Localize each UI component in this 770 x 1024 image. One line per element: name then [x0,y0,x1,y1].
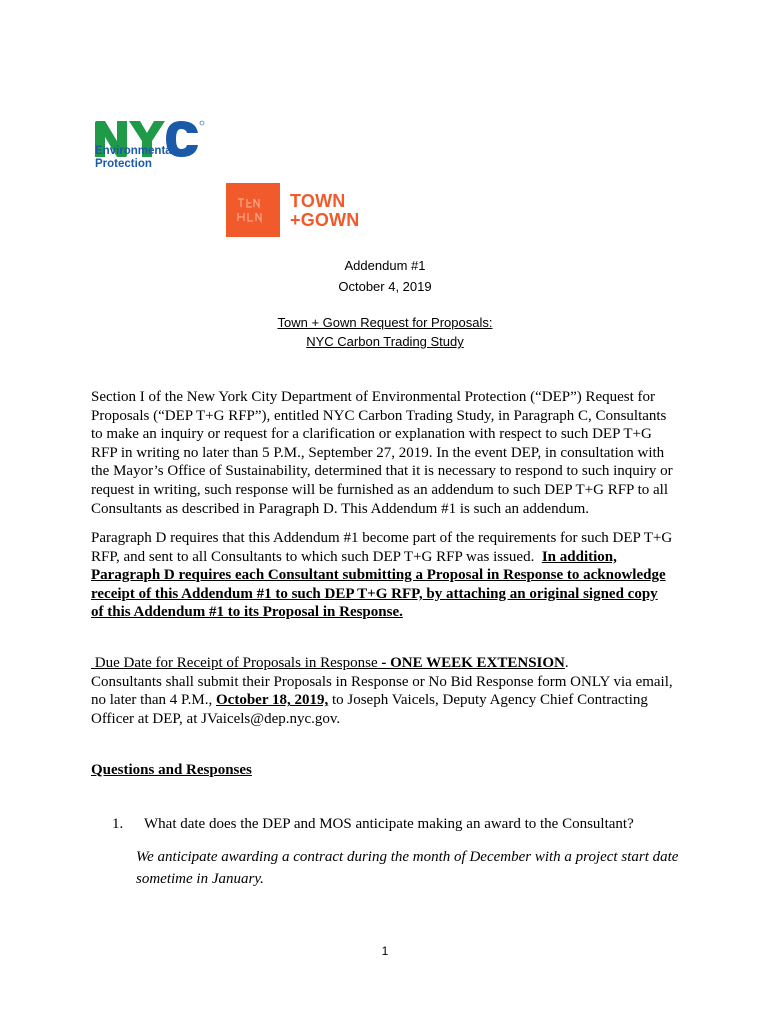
paragraph-d-line2-plain: RFP, and sent to all Consultants to which such DEP T+G RFP was issued. [91,548,542,565]
town-gown-logo-line2: +GOWN [290,210,360,230]
paragraph-d-line2 [91,548,691,567]
due-date-heading [91,654,691,673]
rfp-subtitle [0,334,770,349]
due-date-extension: - ONE WEEK EXTENSION [377,655,565,671]
due-date-section [91,654,691,728]
rfp-title-text: Town + Gown Request for Proposals: [277,315,493,330]
nyc-logo-line1: Environmental [95,145,175,157]
answer-line1: We anticipate awarding a contract during the month of December with a project start date [136,849,679,865]
due-date-line3 [91,691,691,710]
paragraph-d [91,529,691,622]
section1-line: the Mayor’s Office of Sustainability, determined that it is necessary to respond to such inquiry or [91,463,673,480]
town-gown-logo-line1: TOWN [290,191,346,211]
qa-heading [91,762,252,779]
due-date-period: . [564,655,569,671]
section1-line: RFP in writing no later than 5 P.M., September 27, 2019. In the event DEP, in consultation with [91,444,665,461]
addendum-title: Addendum #1 [344,258,426,273]
paragraph-d-line2-bold: In addition, [541,548,617,565]
section1-line: Proposals (“DEP T+G RFP”), entitled NYC Carbon Trading Study, in Paragraph C, Consultants [91,407,667,424]
question-text: What date does the DEP and MOS anticipate making an award to the Consultant? [144,816,634,832]
qa-heading-text: Questions and Responses [91,762,252,778]
answer-text [136,846,706,890]
rfp-title [0,315,770,330]
section1-line: request in writing, such response will be furnished as an addendum to such DEP T+G RFP to all [91,481,668,498]
paragraph-d-bold-line: receipt of this Addendum #1 to such DEP T+G RFP, by attaching an original signed copy [91,585,658,602]
addendum-date: October 4, 2019 [338,279,432,294]
due-date-line4: Officer at DEP, at JVaicels@dep.nyc.gov. [91,710,341,727]
nyc-logo-line2: Protection [95,158,152,170]
due-date-new-date: October 18, 2019, [216,692,329,709]
question-number: 1. [112,816,124,832]
due-date-line2: Consultants shall submit their Proposals in Response or No Bid Response form ONLY via email, [91,673,673,690]
town-gown-mark-icon [226,183,280,237]
answer-line2: sometime in January. [136,871,264,887]
paragraph-d-bold-line: of this Addendum #1 to its Proposal in Response. [91,604,403,621]
rfp-subtitle-text: NYC Carbon Trading Study [306,334,464,349]
due-date-label: Due Date for Receipt of Proposals in Response [91,655,378,671]
section1-line: Consultants as described in Paragraph D. This Addendum #1 is such an addendum. [91,500,589,517]
paragraph-d-line1: Paragraph D requires that this Addendum #1 become part of the requirements for such DEP T+G [91,530,673,546]
paragraph-d-bold-line: Paragraph D requires each Consultant submitting a Proposal in Response to acknowledge [91,567,666,584]
page-number: 1 [381,944,389,958]
due-date-line3-start: no later than 4 P.M., [91,692,216,709]
section1-line: to make an inquiry or request for a clarification or explanation with respect to such DEP T+G [91,426,652,443]
section1-paragraph [91,388,691,518]
due-date-line3-end: to Joseph Vaicels, Deputy Agency Chief Contracting [328,692,648,709]
section1-line: Section I of the New York City Department of Environmental Protection (“DEP”) Request for [91,389,656,405]
town-gown-logo-mark [226,183,280,237]
